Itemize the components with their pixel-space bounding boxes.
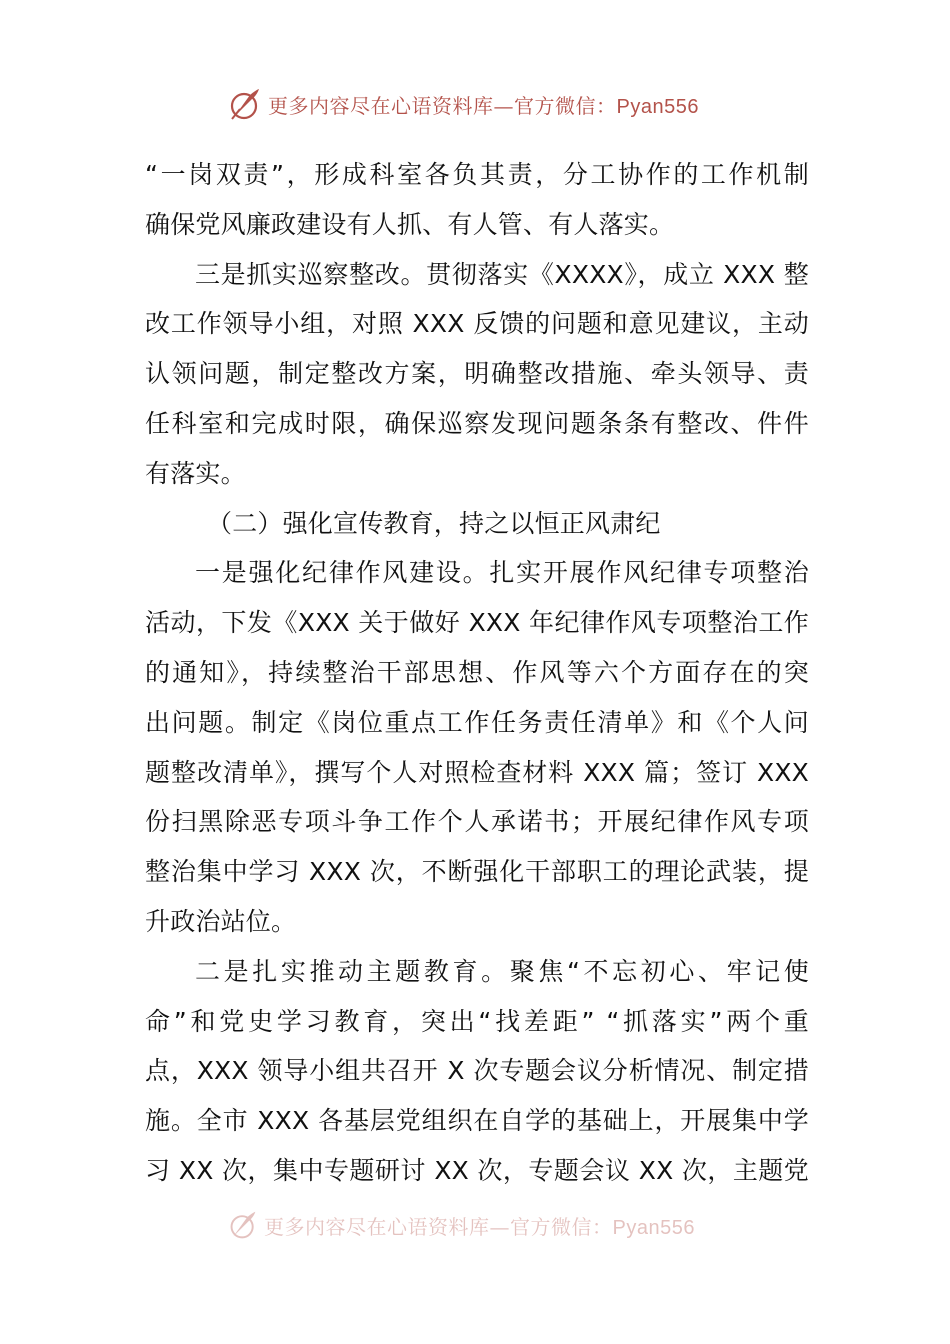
body-line: 份扫黑除恶专项斗争工作个人承诺书；开展纪律作风专项 [145,807,809,837]
body-line: “一岗双责”，形成科室各负其责，分工协作的工作机制 [145,160,809,189]
body-line: 三是抓实巡察整改。贯彻落实《XXXX》，成立 XXX 整 [195,259,809,289]
footer-watermark [228,1208,728,1242]
header-watermark-id: Pyan556 [616,95,699,118]
body-line: 施。全市 XXX 各基层党组织在自学的基础上，开展集中学 [145,1106,809,1136]
body-line: 有落实。 [145,458,246,488]
body-line: 的通知》，持续整治干部思想、作风等六个方面存在的突 [145,657,809,687]
header-watermark-text [268,90,699,119]
header-watermark-cn: 更多内容尽在心语资料库—官方微信： [268,93,617,118]
body-line: 出问题。制定《岗位重点工作任务责任清单》和《个人问 [145,707,809,737]
body-line: 改工作领导小组，对照 XXX 反馈的问题和意见建议，主动 [145,309,809,339]
body-line: 任科室和完成时限，确保巡察发现问题条条有整改、件件 [145,408,809,438]
footer-watermark-cn: 更多内容尽在心语资料库—官方微信： [264,1214,613,1239]
body-line: 活动，下发《XXX 关于做好 XXX 年纪律作风专项整治工作 [145,608,809,638]
footer-watermark-text [264,1211,695,1240]
section-heading: （二）强化宣传教育，持之以恒正风肃纪 [207,508,661,538]
body-line: 命”和党史学习教育，突出“找差距” “抓落实”两个重 [145,1006,809,1036]
body-line: 习 XX 次，集中专题研讨 XX 次，专题会议 XX 次，主题党 [145,1155,809,1185]
document-body [145,150,809,1196]
header-watermark [228,84,728,124]
body-line: 确保党风廉政建设有人抓、有人管、有人落实。 [145,209,675,239]
footer-watermark-id: Pyan556 [612,1216,695,1239]
body-line: 一是强化纪律作风建设。扎实开展作风纪律专项整治 [195,558,809,588]
body-line: 题整改清单》，撰写个人对照检查材料 XXX 篇；签订 XXX [145,757,809,787]
body-line: 升政治站位。 [145,906,297,936]
quill-logo-icon [228,87,262,121]
body-line: 点，XXX 领导小组共召开 X 次专题会议分析情况、制定措 [145,1056,809,1086]
body-line: 整治集中学习 XXX 次，不断强化干部职工的理论武装，提 [145,857,809,887]
quill-logo-icon [228,1210,258,1240]
body-line: 二是扎实推动主题教育。聚焦“不忘初心、牢记使 [195,956,809,986]
body-line: 认领问题，制定整改方案，明确整改措施、牵头领导、责 [145,359,809,389]
